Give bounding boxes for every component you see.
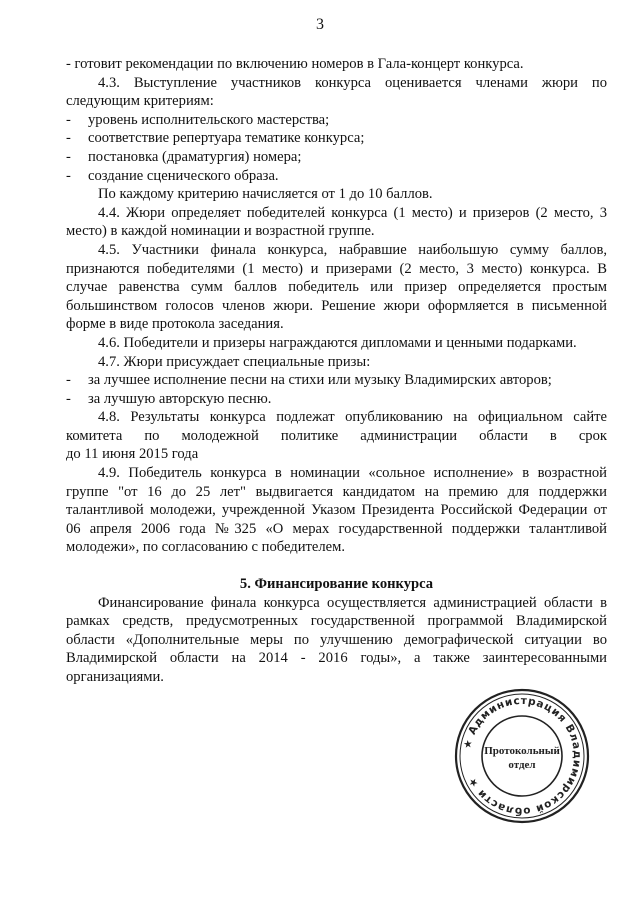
paragraph-4-4: 4.4. Жюри определяет победителей конкурса (1 место) и призеров (2 место, 3 место) в каждой номинации и возрастной группе. <box>66 204 607 240</box>
official-seal-stamp <box>452 686 592 826</box>
seal-ring-text: ★ Администрация Владимирской области ★ <box>461 694 584 818</box>
seal-center-line2: отдел <box>508 759 536 771</box>
paragraph-4-9: 4.9. Победитель конкурса в номинации «сольное исполнение» в возрастной группе "от 16 до 25 лет" выдвигается кандидатом на премию для поддержки талантливой молодежи, учрежденной Указом Президента Российской Федерации от 06 апреля 2006 года №325 «О мерах государственной поддержки талантливой молодежи», по согласованию с победителем. <box>66 465 607 556</box>
prize-text: за лучшее исполнение песни на стихи или музыку Владимирских авторов; <box>88 372 552 389</box>
paragraph-4-5: 4.5. Участники финала конкурса, набравшие наибольшую сумму баллов, признаются победителями (1 место) и призерами (2 место, 3 место) конкурса. В случае равенства сумм баллов победитель или призер определяется простым большинством голосов членов жюри. Решение жюри оформляется в письменной форме в виде протокола заседания. <box>66 241 607 333</box>
criteria-item: - соответствие репертуара тематике конкурса; <box>66 129 607 148</box>
criteria-text: соответствие репертуара тематике конкурса; <box>88 130 365 147</box>
paragraph-4-8-line3: до 11 июня 2015 года <box>66 446 199 463</box>
document-body <box>66 55 607 687</box>
paragraph-4-8-line1: 4.8. Результаты конкурса подлежат опубликованию на официальном сайте <box>98 409 607 426</box>
criteria-item: - создание сценического образа. <box>66 167 607 186</box>
paragraph-4-8-line2: комитета по молодежной политике администрации области в срок <box>66 427 607 444</box>
criteria-text: создание сценического образа. <box>88 167 279 184</box>
paragraph-5: Финансирование финала конкурса осуществляется администрацией области в рамках средств, предусмотренных государственной программой Владимирской области «Дополнительные меры по улучшению демографической ситуации во Владимирской области на 2014 - 2016 годы», а также заинтересованными организациями. <box>66 594 607 685</box>
paragraph-4-7: 4.7. Жюри присуждает специальные призы: <box>98 353 371 370</box>
section-5-heading: 5. Финансирование конкурса <box>239 576 434 593</box>
page-number: 3 <box>316 16 324 33</box>
criteria-item: - уровень исполнительского мастерства; <box>66 111 607 130</box>
criteria-text: постановка (драматургия) номера; <box>88 148 302 165</box>
prize-text: за лучшую авторскую песню. <box>88 390 272 407</box>
criteria-text: уровень исполнительского мастерства; <box>88 111 330 128</box>
prize-item: - за лучшее исполнение песни на стихи или музыку Владимирских авторов; <box>66 371 607 390</box>
paragraph-4-3: 4.3. Выступление участников конкурса оценивается членами жюри по следующим критериям: <box>66 74 607 110</box>
text-line: - готовит рекомендации по включению номеров в Гала-концерт конкурса. <box>66 56 524 72</box>
score-note: По каждому критерию начисляется от 1 до 10 баллов. <box>98 186 433 203</box>
paragraph-4-6: 4.6. Победители и призеры награждаются дипломами и ценными подарками. <box>98 334 577 351</box>
prize-item: - за лучшую авторскую песню. <box>66 390 607 409</box>
seal-center-line1: Протокольный <box>484 745 560 757</box>
criteria-item: - постановка (драматургия) номера; <box>66 148 607 167</box>
